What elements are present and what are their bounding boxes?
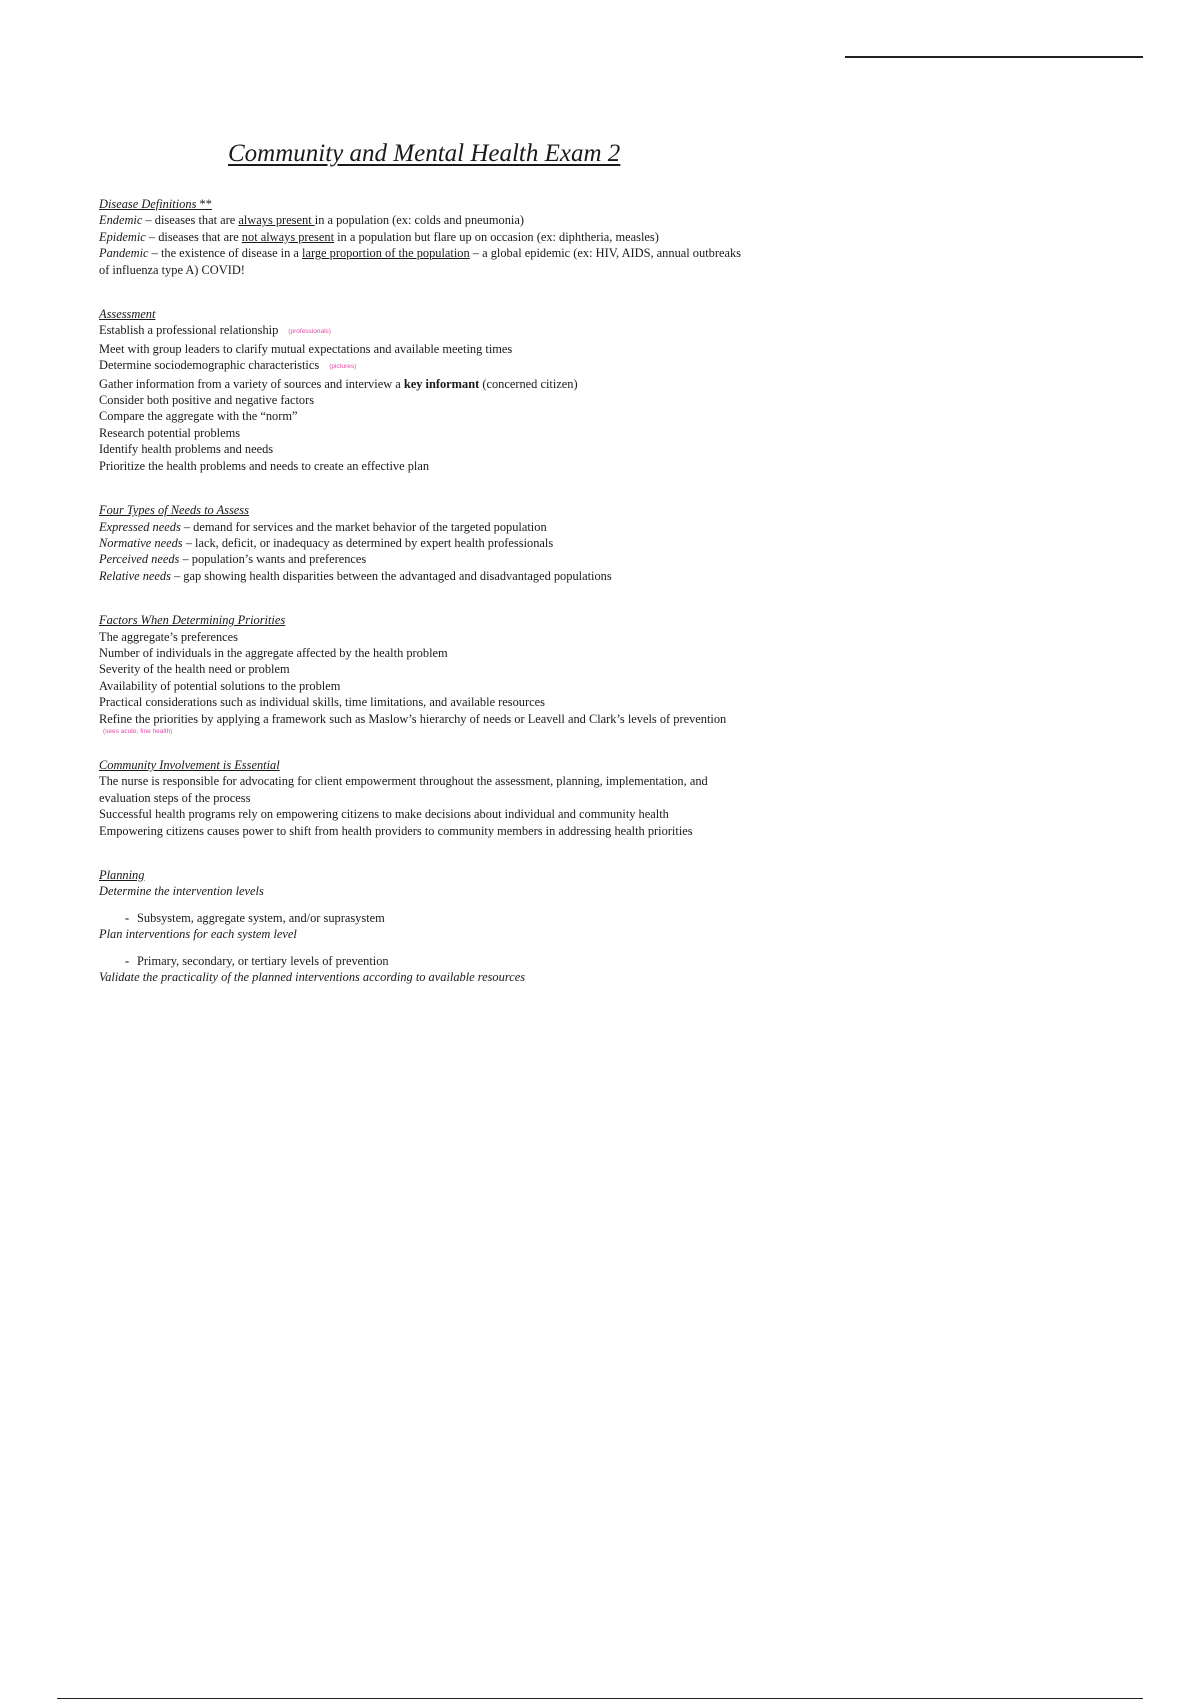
section-heading: Disease Definitions [99,197,197,211]
key-informant-term: key informant [403,376,480,391]
definition-term: Pandemic [99,246,149,261]
list-item: Empowering citizens causes power to shift from health providers to community members in addressing health priorities [99,823,693,838]
planning-step: Determine the intervention levels [99,884,264,899]
definition-endemic [99,212,749,228]
definition-term: Epidemic [99,229,146,244]
bullet-dash: - [125,910,130,925]
definition-emphasis: always present [238,213,315,228]
list-item [99,376,749,392]
handwritten-note: (professionals) [288,328,331,336]
bullet-text: Primary, secondary, or tertiary levels of prevention [137,953,389,968]
definition-text: – diseases that are [145,229,242,244]
planning-step: Validate the practicality of the planned interventions according to available resources [99,970,526,985]
list-item: Consider both positive and negative factors [99,393,315,408]
bullet-item [125,910,749,926]
list-item: Availability of potential solutions to the problem [99,678,341,693]
need-desc: – lack, deficit, or inadequacy as determined by expert health professionals [182,535,554,550]
section-heading: Four Types of Needs to Assess [99,503,249,518]
list-item: Meet with group leaders to clarify mutual expectations and available meeting times [99,341,513,356]
need-term: Expressed needs [99,519,181,534]
need-item [99,551,749,567]
definition-emphasis: large proportion of the population [302,246,470,261]
need-item [99,519,749,535]
section-community-involvement [99,757,749,839]
list-item: Identify health problems and needs [99,442,274,457]
need-term: Relative needs [99,568,171,583]
bullet-dash: - [125,953,130,968]
footer-rule [57,1698,1143,1699]
list-item [99,357,749,375]
section-heading-line [99,196,749,212]
list-item-text: (concerned citizen) [479,376,578,391]
list-item: Research potential problems [99,425,241,440]
list-item: The nurse is responsible for advocating for client empowerment throughout the assessment, planning, implementation, and evaluation steps of the process [99,774,708,805]
list-item: Prioritize the health problems and needs to create an effective plan [99,458,430,473]
need-term: Normative needs [99,535,183,550]
definition-text: in a population (ex: colds and pneumonia) [314,213,524,228]
section-heading: Assessment [99,307,156,322]
planning-step: Plan interventions for each system level [99,927,297,942]
need-item [99,568,749,584]
need-desc: – gap showing health disparities between the advantaged and disadvantaged populations [170,568,612,583]
list-item-text: Determine sociodemographic characteristics [99,358,320,373]
list-item: Practical considerations such as individual skills, time limitations, and available resources [99,695,545,710]
section-heading: Community Involvement is Essential [99,757,280,772]
definition-text: – the existence of disease in a [148,246,302,261]
list-item-text: Establish a professional relationship [99,323,279,338]
definition-emphasis: not always present [241,229,335,244]
section-assessment [99,306,749,474]
need-item [99,535,749,551]
definition-text: – a global epidemic (ex: HIV, AIDS, annual outbreaks of influenza type A) COVID! [99,246,741,277]
bullet-text: Subsystem, aggregate system, and/or suprasystem [137,910,385,925]
section-needs [99,502,749,584]
document-body [99,196,749,1013]
list-item [99,322,749,340]
list-item: Successful health programs rely on empowering citizens to make decisions about individual and community health [99,807,669,822]
list-item: The aggregate’s preferences [99,629,238,644]
definition-pandemic [99,245,749,278]
definition-epidemic [99,229,749,245]
page-title: Community and Mental Health Exam 2 [228,140,621,167]
list-item: Refine the priorities by applying a framework such as Maslow’s hierarchy of needs or Leavell and Clark’s levels of prevention [99,711,727,726]
section-planning [99,867,749,985]
handwritten-note: (pictures) [329,363,357,371]
list-item: Compare the aggregate with the “norm” [99,409,298,424]
definition-text: – diseases that are [142,213,239,228]
section-priorities [99,612,749,737]
section-heading: Planning [99,868,145,882]
list-item: Number of individuals in the aggregate affected by the health problem [99,645,448,660]
header-rule [845,56,1143,58]
need-desc: – demand for services and the market behavior of the targeted population [180,519,547,534]
bullet-item [125,953,749,969]
definition-text: in a population but flare up on occasion (ex: diphtheria, measles) [334,229,659,244]
list-item-text: Gather information from a variety of sources and interview a [99,376,404,391]
section-heading: Factors When Determining Priorities [99,613,286,628]
need-desc: – population’s wants and preferences [179,552,367,567]
need-term: Perceived needs [99,552,180,567]
handwritten-note: (sees acute, fine health) [103,727,173,735]
heading-stars: ** [196,197,212,211]
list-item: Severity of the health need or problem [99,662,290,677]
definition-term: Endemic [99,213,143,228]
section-disease-definitions [99,196,749,278]
